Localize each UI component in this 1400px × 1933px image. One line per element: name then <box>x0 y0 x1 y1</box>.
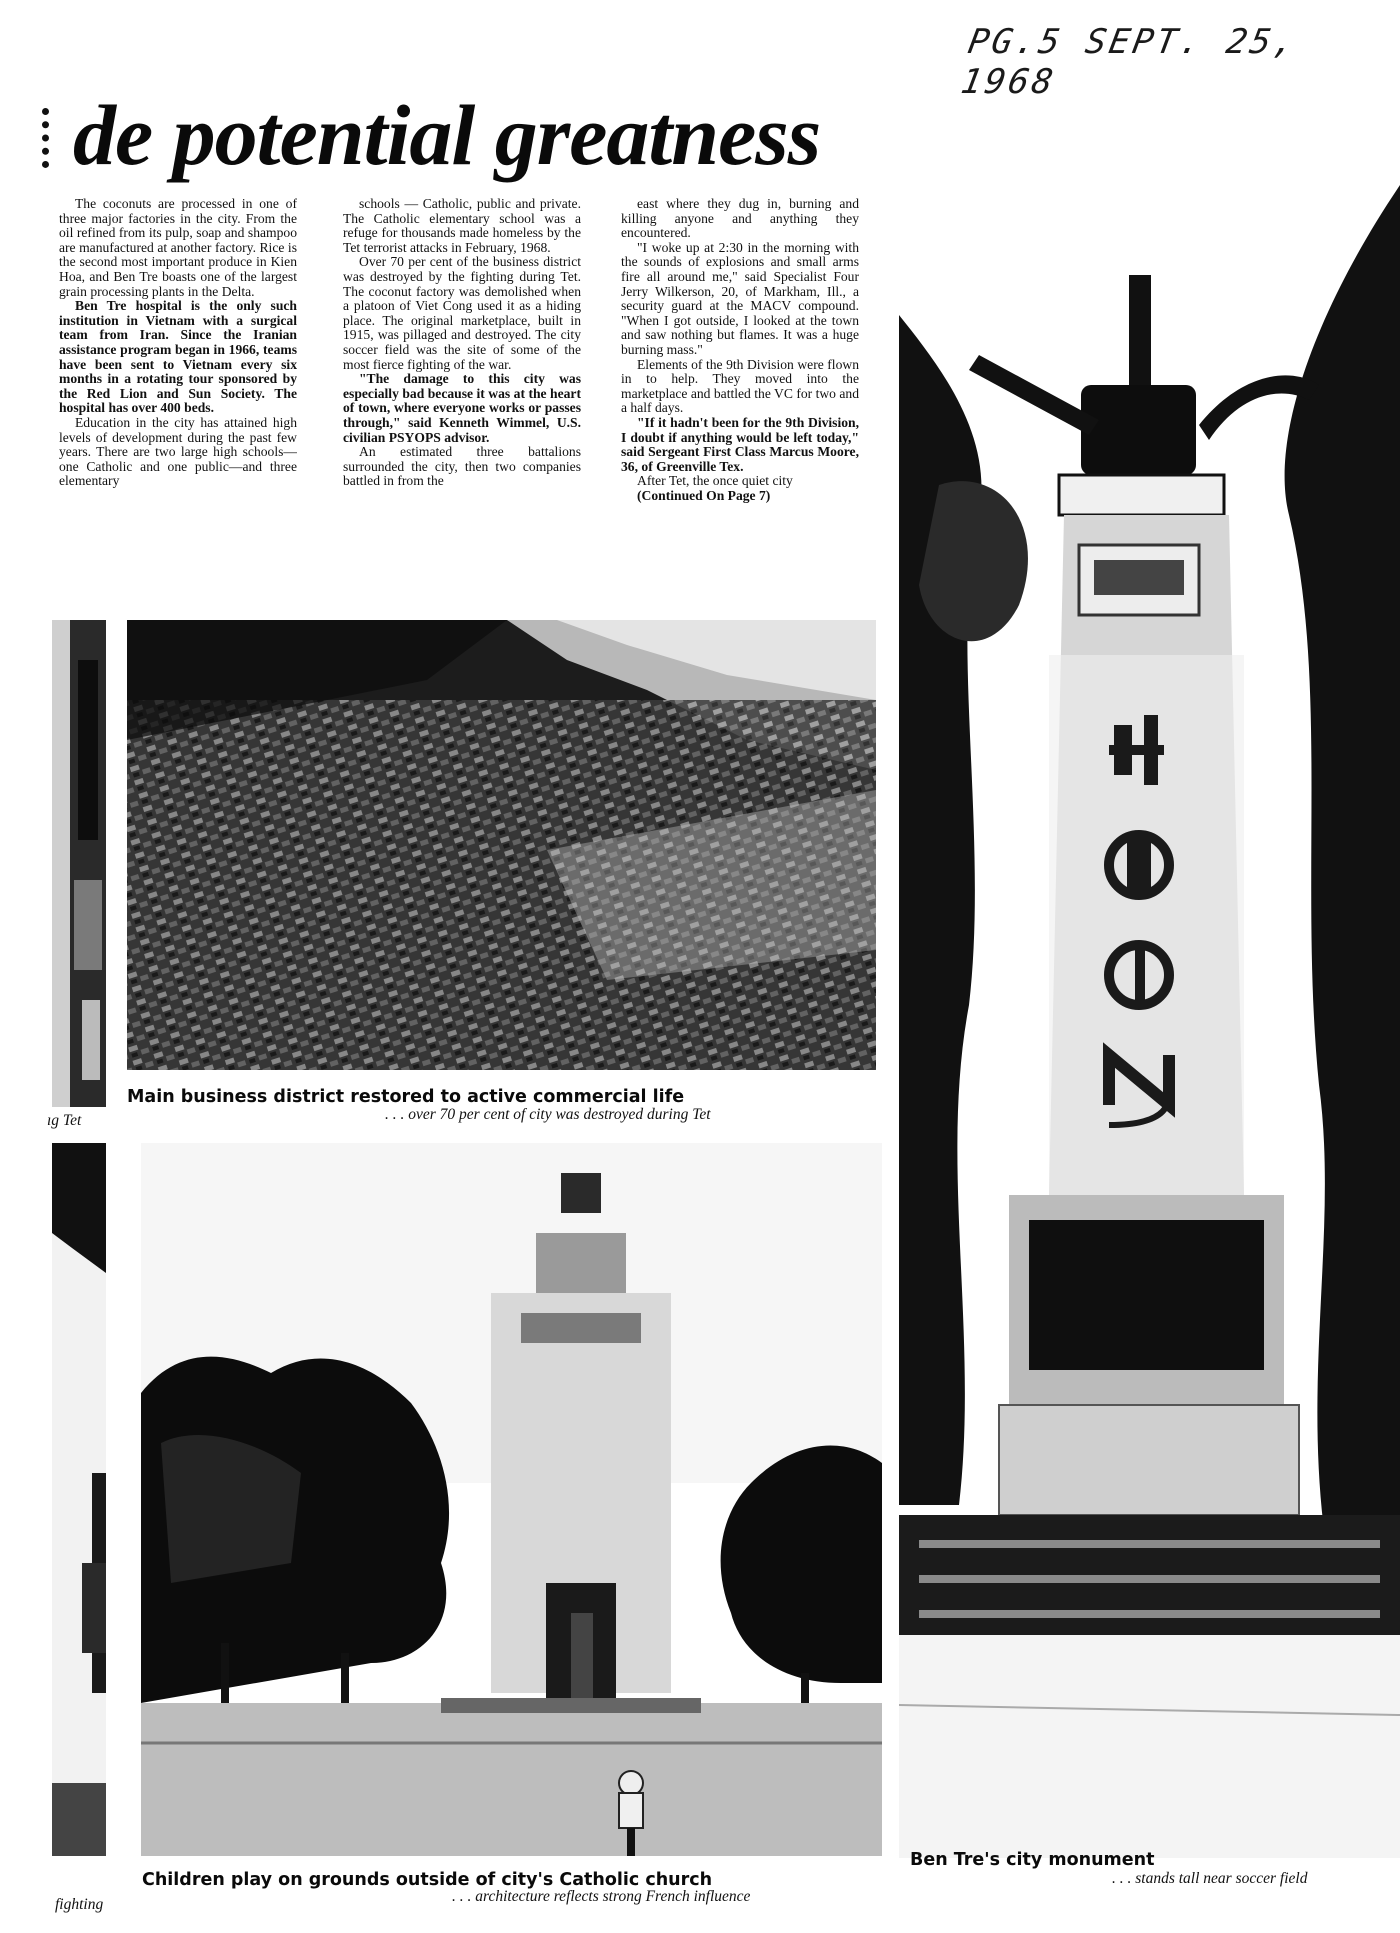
cropped-photo-left-top <box>52 620 106 1107</box>
headline <box>42 87 922 183</box>
article-paragraph: schools — Catholic, public and private. The Catholic elementary school was a refuge for thousands made homeless by the Tet terrorist attacks in February, 1968. <box>343 197 581 255</box>
cropped-photo-left-bottom <box>52 1143 106 1856</box>
article-paragraph: "If it hadn't been for the 9th Division, I doubt if anything would be left today," said Sergeant First Class Marcus Moore, 36, of Greenville Tex. <box>621 414 859 474</box>
article-paragraph: (Continued On Page 7) <box>637 487 771 503</box>
handwritten-date-note: PG.5 SEPT. 25, 1968 <box>957 22 1301 102</box>
article-paragraph: After Tet, the once quiet city <box>637 473 793 489</box>
article-column-2 <box>343 197 581 602</box>
cut-letter-fragment <box>42 108 67 168</box>
article-paragraph: east where they dug in, burning and killing anyone and anything they encountered. <box>621 197 859 241</box>
aerial-photo-subcaption: . . . over 70 per cent of city was destroyed during Tet <box>385 1106 711 1123</box>
church-photo-caption: Children play on grounds outside of city's Catholic church <box>142 1870 713 1890</box>
church-photo-subcaption: . . . architecture reflects strong French influence <box>452 1888 751 1905</box>
monument-photo-caption: Ben Tre's city monument <box>910 1850 1155 1870</box>
article-column-1 <box>59 197 297 602</box>
article-column-3 <box>621 197 859 602</box>
article-paragraph: "The damage to this city was especially bad because it was at the heart of town, where everyone works or passes through," said Kenneth Wimmel, U.S. civilian PSYOPS advisor. <box>343 371 581 445</box>
cropped-caption-fragment-2: fighting <box>55 1896 104 1913</box>
city-monument-photo <box>899 185 1400 1858</box>
article-paragraph: Education in the city has attained high levels of development during the past few years. There are two large high schools—one Catholic and one public—and three elementary <box>59 414 297 489</box>
article-paragraph: The coconuts are processed in one of three major factories in the city. From the oil refined from its pulp, soap and shampoo are manufactured at another factory. Rice is the second most important produce in Kien Hoa, and Ben Tre boasts one of the largest grain processing plants in the Delta. <box>59 197 297 299</box>
cropped-caption-fragment-1: ıg Tet <box>47 1112 82 1129</box>
article-paragraph: Over 70 per cent of the business district was destroyed by the fighting during Tet. The coconut factory was demolished when a platoon of Viet Cong used it as a hiding place. The original marketplace, built in 1915, was pillaged and destroyed. The city soccer field was the site of some of the most fierce fighting of the war. <box>343 254 581 372</box>
monument-photo-subcaption: . . . stands tall near soccer field <box>1112 1870 1308 1887</box>
aerial-photo-caption: Main business district restored to active commercial life <box>127 1087 685 1107</box>
article-paragraph: An estimated three battalions surrounded the city, then two companies battled in from the <box>343 444 581 489</box>
article-paragraph: Ben Tre hospital is the only such institution in Vietnam with a surgical team from Iran. Since the Iranian assistance program began in 1966, teams have been sent to Vietnam every six months in a rotating tour sponsored by the Red Lion and Sun Society. The hospital has over 400 beds. <box>59 298 297 416</box>
article-paragraph: Elements of the 9th Division were flown in to help. They moved into the marketplace and battled the VC for two and a half days. <box>621 356 859 416</box>
catholic-church-photo <box>141 1143 882 1856</box>
aerial-city-photo <box>127 620 876 1070</box>
headline-text: de potential greatness <box>73 87 821 183</box>
article-paragraph: "I woke up at 2:30 in the morning with the sounds of explosions and small arms fire all around me," said Specialist Four Jerry Wilkerson, 20, of Markham, Ill., a security guard at the MACV compound. "When I got outside, I looked at the town and saw nothing but flames. It was a huge burning mass." <box>621 239 859 357</box>
